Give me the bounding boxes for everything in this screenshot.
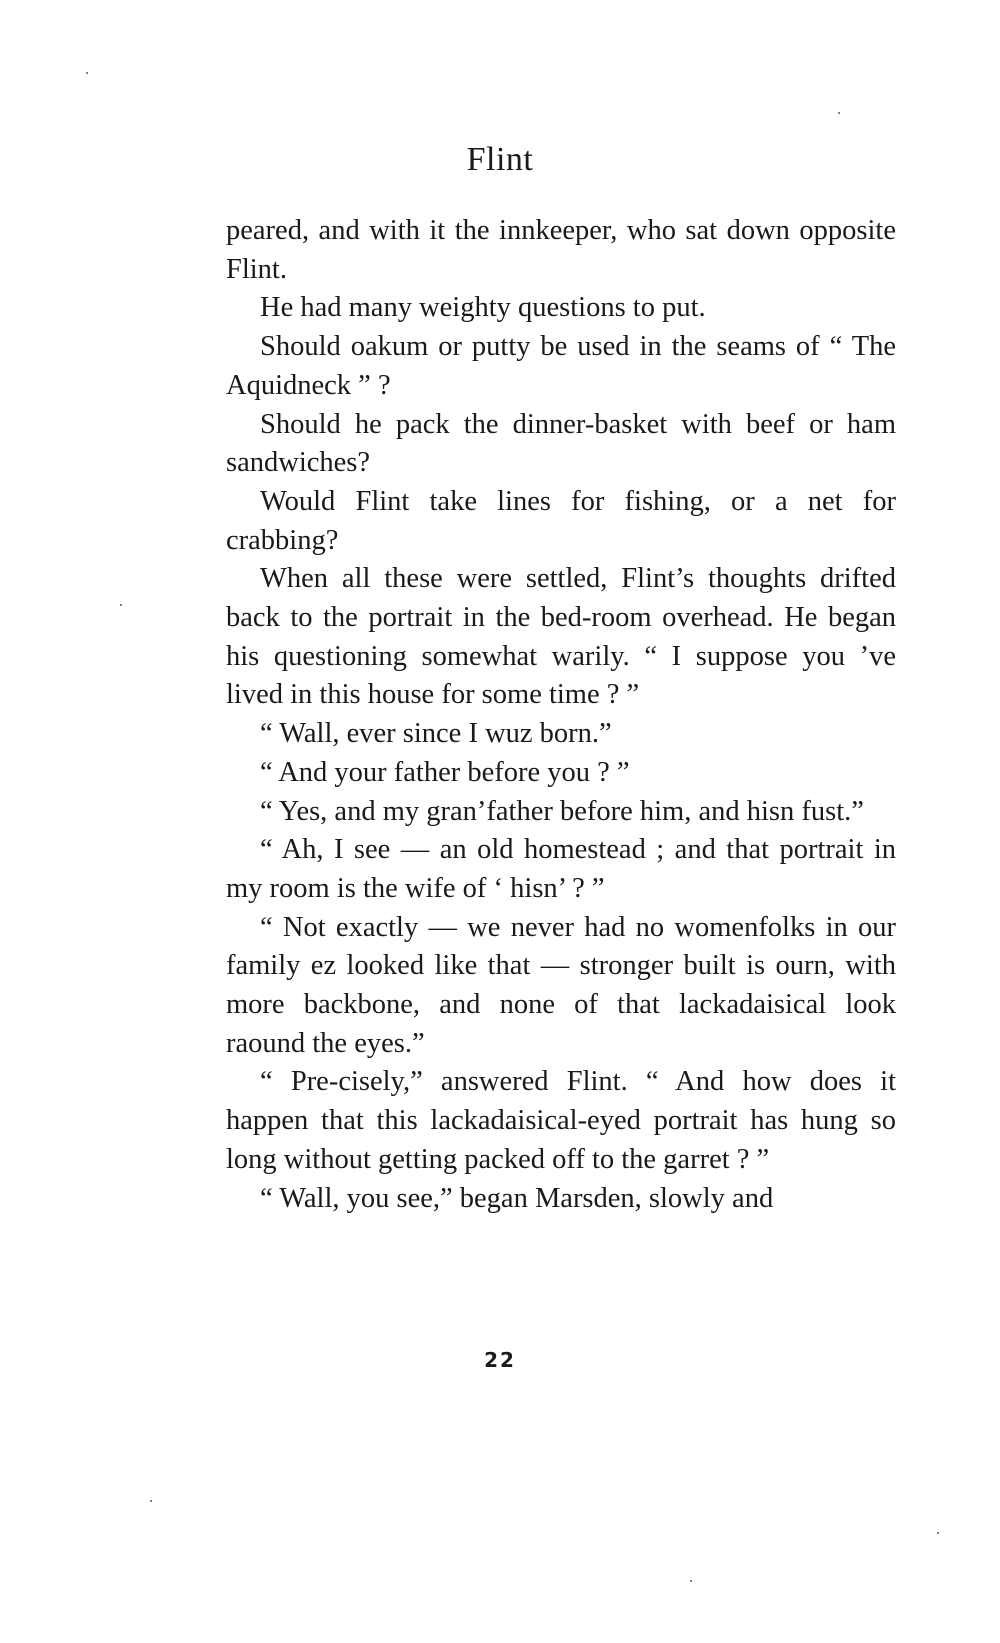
paragraph: Should he pack the dinner-basket with beef or ham sandwiches? bbox=[226, 408, 896, 479]
scan-speck bbox=[150, 1500, 152, 1502]
paragraph: “ And your father before you ? ” bbox=[260, 756, 630, 788]
paragraph: Would Flint take lines for fishing, or a net for crabbing? bbox=[226, 485, 896, 556]
paragraph: “ Yes, and my gran’father before him, and hisn fust.” bbox=[260, 795, 864, 827]
scan-speck bbox=[120, 604, 122, 606]
paragraph: He had many weighty questions to put. bbox=[260, 292, 706, 324]
paragraph: “ Wall, you see,” began Marsden, slowly and bbox=[260, 1182, 774, 1214]
paragraph: “ Pre-cisely,” answered Flint. “ And how does it happen that this lackadaisical-eyed portrait has hung so long without getting packed off to the garret ? ” bbox=[226, 1066, 896, 1175]
page-number: 22 bbox=[484, 1348, 516, 1372]
paragraph: “ Wall, ever since I wuz born.” bbox=[260, 718, 612, 750]
paragraph-continued: peared, and with it the innkeeper, who sat down opposite Flint. bbox=[226, 215, 896, 285]
body-text bbox=[226, 212, 896, 1218]
scan-speck bbox=[937, 1532, 939, 1534]
scan-speck bbox=[838, 112, 840, 114]
paragraph: Should oakum or putty be used in the seams of “ The Aquidneck ” ? bbox=[226, 331, 896, 401]
paragraph: When all these were settled, Flint’s thoughts drifted back to the portrait in the bed-room overhead. He began his questioning somewhat warily. “ I suppose you ’ve lived in this house for some time ? ” bbox=[226, 563, 896, 711]
paragraph: “ Not exactly — we never had no womenfolks in our family ez looked like that — stronger built is ourn, with more backbone, and none of that lackadaisical look raound the eyes.” bbox=[226, 911, 896, 1059]
scan-speck bbox=[86, 72, 88, 74]
running-head: Flint bbox=[466, 141, 534, 178]
scan-speck bbox=[690, 1580, 692, 1582]
paragraph: “ Ah, I see — an old homestead ; and that portrait in my room is the wife of ‘ hisn’ ? ” bbox=[226, 834, 896, 904]
